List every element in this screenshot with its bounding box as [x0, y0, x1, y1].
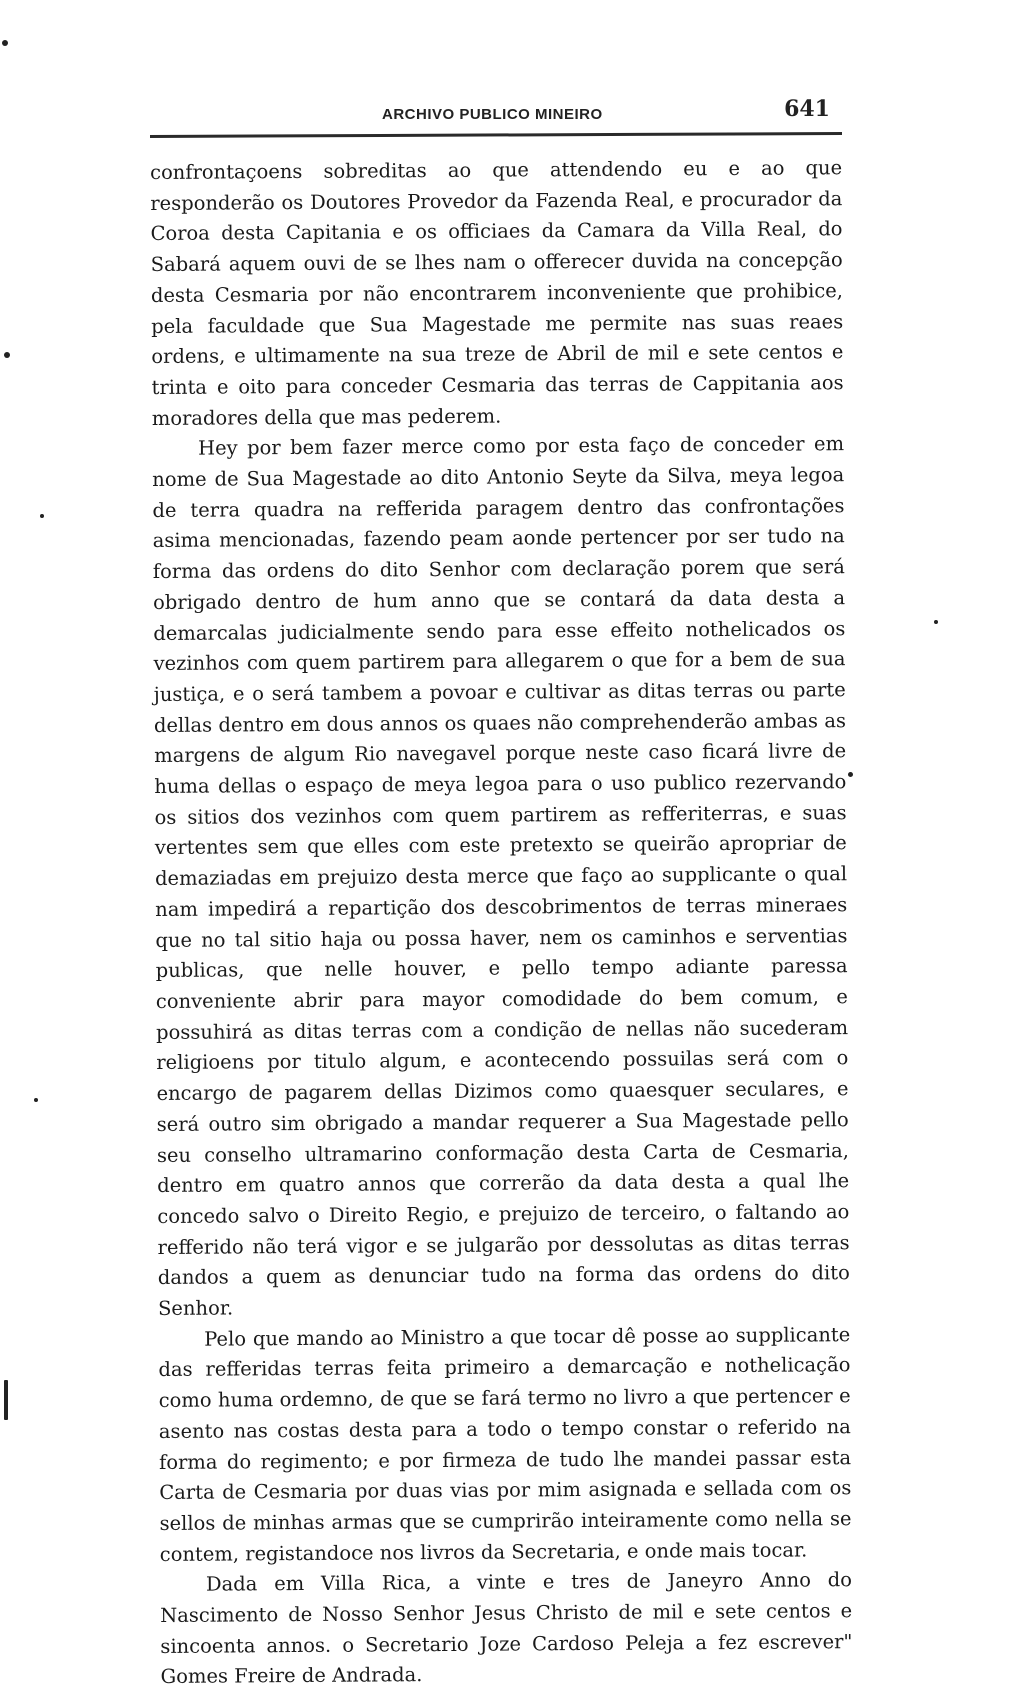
margin-speck: [4, 352, 10, 358]
paragraph-2: Hey por bem fazer merce como por esta faço de conceder em nome de Sua Magestade ao dito Antonio Seyte da Silva, meya legoa de terra quadra na refferida paragem dentro das confrontações asima mencionadas, fazendo peam aonde pertencer por ser tudo na forma das ordens do dito Senhor com declaração porem que será obrigado dentro de hum anno que se contará da data desta a demarcalas judicialmente sendo para esse effeito nothelicados os vezinhos com quem partirem para allegarem o que for a bem de sua justiça, e o será tambem a povoar e cultivar as ditas terras ou parte dellas dentro em dous annos os quaes não comprehenderão ambas as margens de algum Rio navegavel porque neste caso ficará livre de huma dellas o espaço de meya legoa para o uso publico rezervando os sitios dos vezinhos com quem partirem as refferiterras, e suas vertentes sem que elles com este pretexto se queirão apropriar de demaziadas em prejuizo desta merce que faço ao supplicante o qual nam impedirá a repartição dos descobrimentos de terras mineraes que no tal sitio haja ou possa haver, nem os caminhos e serventias publicas, que nelle houver, e pello tempo adiante paressa conveniente abrir para mayor comodidade do bem comum, e possuhirá as ditas terras com a condição de nellas não sucederam religioens por titulo algum, e acontecendo possuilas será com o encargo de pagarem dellas Dizimos como quaesquer seculares, e será outro sim obrigado a mandar requerer a Sua Magestade pello seu conselho ultramarino conformação desta Carta de Cesmaria, dentro em quatro annos que correrão da data desta a qual lhe concedo salvo o Direito Regio, e prejuizo de terceiro, o faltando ao refferido não terá vigor e se julgarão por dessolutas as ditas terras dandos a quem as denunciar tudo na forma das ordens do dito Senhor.: [152, 432, 850, 1320]
margin-speck: [2, 40, 8, 46]
paragraph-3: Pelo que mando ao Ministro a que tocar dê posse ao supplicante das refferidas terras feita primeiro a demarcação e nothelicação como huma ordemno, de que se fará termo no livro a que pertencer e asento nas costas desta para a todo o tempo constar o referido na forma do regimento; e por firmeza de tudo lhe mandei passar esta Carta de Cesmaria por duas vias por mim asignada e sellada com os sellos de minhas armas que se cumprirão inteiramente como nella se contem, registandoce nos livros da Secretaria, e onde mais tocar.: [158, 1322, 852, 1566]
running-title: ARCHIVO PUBLICO MINEIRO: [382, 106, 603, 123]
margin-speck: [848, 772, 853, 777]
header-rule: [150, 132, 842, 138]
paragraph-4: Dada em Villa Rica, a vinte e tres de Janeyro Anno do Nascimento de Nosso Senhor Jesus Christo de mil e sete centos e sincoenta annos. o Secretario Joze Cardoso Peleja a fez escrever" Gomes Freire de Andrada.: [160, 1568, 853, 1689]
paragraph-1: confrontaçoens sobreditas ao que attendendo eu e ao que responderão os Doutores Provedor da Fazenda Real, e procurador da Coroa desta Capitania e os officiaes da Camara da Villa Real, do Sabará aquem ouvi de se lhes nam o offerecer duvida na concepção desta Cesmaria por não encontrarem inconveniente que prohibice, pela faculdade que Sua Magestade me permite nas suas reaes ordens, e ultimamente na sua treze de Abril de mil e sete centos e trinta e oito para conceder Cesmaria das terras de Cappitania aos moradores della que mas pederem.: [150, 156, 844, 430]
page-number: 641: [784, 96, 830, 122]
margin-speck: [40, 514, 44, 518]
page-header: [150, 96, 840, 130]
margin-speck: [4, 1380, 8, 1420]
margin-speck: [34, 1098, 38, 1102]
margin-speck: [934, 620, 938, 624]
body-text: [150, 153, 853, 1693]
